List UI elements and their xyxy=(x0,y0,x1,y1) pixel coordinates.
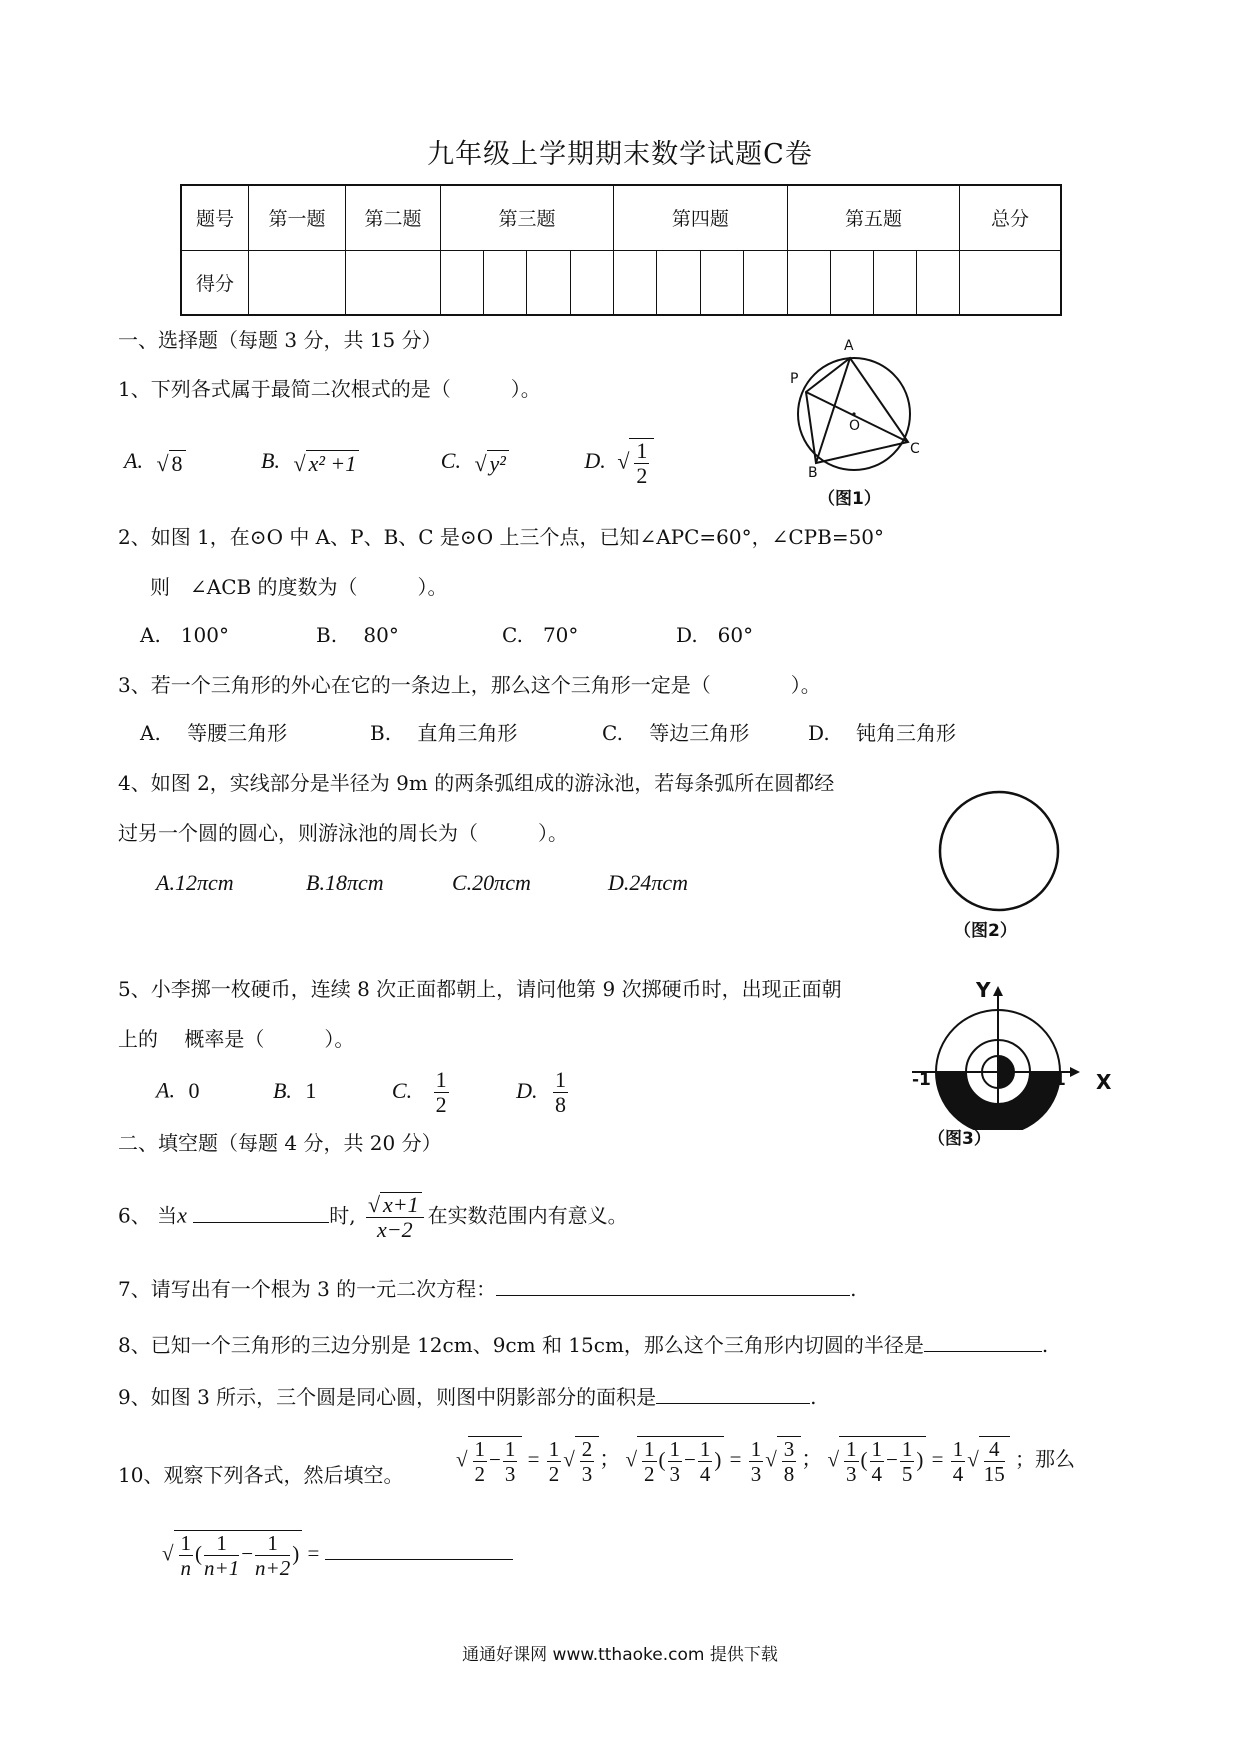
q3-option-c: C. 等边三角形 xyxy=(602,721,750,745)
q4-option-a: A.12πcm xyxy=(156,870,234,895)
q6-mid: 时, xyxy=(329,1203,356,1228)
q2-option-d: D. 60° xyxy=(676,623,754,647)
header-cell: 第五题 xyxy=(787,185,959,250)
q5-options xyxy=(156,1068,570,1117)
question-8 xyxy=(118,1332,1048,1358)
option-c-den: 2 xyxy=(435,1092,447,1117)
question-4-line2: 过另一个圆的圆心，则游泳池的周长为（ ）。 xyxy=(118,821,568,845)
option-c-label: C. xyxy=(391,1077,413,1103)
q9-end: . xyxy=(810,1385,817,1409)
q6-var: x xyxy=(177,1202,187,1228)
option-d-num: 1 xyxy=(554,1067,566,1092)
fig3-label-y: Y xyxy=(976,978,991,1002)
q4-option-c: C.20πcm xyxy=(452,870,531,895)
score-cell xyxy=(570,250,613,315)
option-a-label: A. xyxy=(124,448,143,474)
q8-answer-blank[interactable] xyxy=(924,1351,1042,1352)
q7-answer-blank[interactable] xyxy=(496,1295,850,1296)
header-cell: 第二题 xyxy=(346,185,441,250)
score-table xyxy=(180,184,1062,316)
figure-2 xyxy=(898,786,1098,916)
question-9 xyxy=(118,1384,817,1410)
option-a-value: 0 xyxy=(188,1077,200,1103)
page-footer: 通通好课网 www.tthaoke.com 提供下载 xyxy=(462,1645,778,1665)
header-cell: 第一题 xyxy=(249,185,346,250)
section-heading: 二、填空题（每题 4 分，共 20 分） xyxy=(118,1131,442,1155)
question-5-line2: 上的 概率是（ ）。 xyxy=(118,1027,355,1051)
score-cell xyxy=(657,250,700,315)
score-cell xyxy=(787,250,830,315)
score-cell xyxy=(873,250,916,315)
score-cell xyxy=(441,250,484,315)
q10-examples: √ $\frac{1}{2}$ − $\frac{1}{3}$ = $\frac{1}{2}$ √ $\frac{2}{3}$ ； √ $\frac{1}{2}$ ( $\frac{1}{3}$ − $\frac{1}{4}$ ) = $\frac{1}{3}$ √ $\frac{3}{8}$ ； √ $\frac{1}{3}$ ( $\frac{1}{4}$ − $\frac{1}{5}$ ) = $\frac{1}{4}$ √ $\frac{4}{15}$ ；那么 xyxy=(456,1436,1075,1486)
fig3-caption: （图3） xyxy=(928,1129,991,1149)
score-cell xyxy=(527,250,570,315)
q2-option-a: A. 100° xyxy=(140,623,229,647)
score-cell xyxy=(744,250,787,315)
figure-3 xyxy=(904,980,1114,1130)
option-a-radicand: 8 xyxy=(169,450,186,477)
header-cell: 总分 xyxy=(960,185,1062,250)
fig1-label-b: B xyxy=(808,465,818,481)
q10-tail: ；那么 xyxy=(1015,1446,1075,1471)
question-3: 3、若一个三角形的外心在它的一条边上，那么这个三角形一定是（ ）。 xyxy=(118,673,821,697)
question-1: 1、下列各式属于最简二次根式的是（ ）。 xyxy=(118,377,541,401)
header-cell: 题号 xyxy=(181,185,249,250)
q2-option-c: C. 70° xyxy=(502,623,579,647)
score-cell xyxy=(830,250,873,315)
q6-prefix: 6、 当 xyxy=(118,1203,178,1228)
option-c-label: C. xyxy=(440,448,461,474)
q4-option-b: B.18πcm xyxy=(306,870,384,895)
q8-text: 8、已知一个三角形的三边分别是 12cm、9cm 和 15cm，那么这个三角形内切圆的半径是 xyxy=(118,1333,924,1357)
fig3-label-neg1: -1 xyxy=(912,1070,931,1090)
fig3-label-x: X xyxy=(1096,1070,1112,1094)
q4-option-d: D.24πcm xyxy=(608,870,689,895)
q9-text: 9、如图 3 所示，三个圆是同心圆，则图中阴影部分的面积是 xyxy=(118,1385,657,1409)
q8-end: . xyxy=(1041,1333,1049,1357)
option-b-label: B. xyxy=(261,448,280,474)
header-cell: 第四题 xyxy=(613,185,787,250)
q10-question-expression: √ $\frac{1}{n}$ ( $\frac{1}{n+1}$ − $\frac{1}{n+2}$ ) = xyxy=(162,1530,513,1580)
fig1-caption: （图1） xyxy=(818,489,881,509)
score-cell xyxy=(346,250,441,315)
q3-option-d: D. 钝角三角形 xyxy=(808,721,957,745)
option-b-label: B. xyxy=(272,1077,292,1103)
fig1-label-c: C xyxy=(910,441,920,457)
q6-answer-blank[interactable] xyxy=(193,1222,329,1223)
option-c-num: 1 xyxy=(435,1067,447,1092)
question-4-line1: 4、如图 2，实线部分是半径为 9m 的两条弧组成的游泳池，若每条弧所在圆都经 xyxy=(118,771,835,795)
question-6: 6、 当x 时, $\frac{√ x+1}{x-2}$ 在实数范围内有意义。 xyxy=(118,1192,628,1242)
question-7 xyxy=(118,1276,857,1302)
q3-option-a: A. 等腰三角形 xyxy=(140,721,288,745)
question-2-line1: 2、如图 1，在⊙O 中 A、P、B、C 是⊙O 上三个点，已知∠APC=60°，∠CPB=50° xyxy=(118,525,885,549)
score-cell xyxy=(700,250,743,315)
option-d-den: 2 xyxy=(636,463,648,488)
q3-option-b: B. 直角三角形 xyxy=(370,721,518,745)
q1-options: A. √ 8 B. √ x² +1 C. √ y² D. √ $\frac{1}{2}$ xyxy=(124,438,654,488)
option-a-label: A. xyxy=(156,1077,175,1103)
page-title: 九年级上学期期末数学试题C卷 xyxy=(427,139,813,170)
question-2-line2: 则 ∠ACB 的度数为（ ）。 xyxy=(150,575,448,599)
option-d-den: 8 xyxy=(554,1092,566,1117)
option-d-num: 1 xyxy=(636,438,648,463)
fig1-label-a: A xyxy=(844,338,854,354)
q10-answer-blank[interactable] xyxy=(325,1559,513,1560)
score-cell xyxy=(960,250,1062,315)
header-cell: 第三题 xyxy=(441,185,614,250)
option-b-radicand: x² +1 xyxy=(306,450,360,477)
option-c-radicand: y² xyxy=(487,450,509,477)
question-10: 10、观察下列各式，然后填空。 xyxy=(118,1463,404,1487)
section-heading: 一、选择题（每题 3 分，共 15 分） xyxy=(118,328,442,352)
fig1-label-p: P xyxy=(790,371,799,387)
option-b-value: 1 xyxy=(305,1077,317,1103)
option-d-label: D. xyxy=(516,1077,538,1103)
q6-denominator: x−2 xyxy=(376,1217,413,1242)
q7-text: 7、请写出有一个根为 3 的一元二次方程： xyxy=(118,1277,497,1301)
score-cell xyxy=(249,250,346,315)
q6-suffix: 在实数范围内有意义。 xyxy=(427,1203,628,1228)
fig2-caption: （图2） xyxy=(954,921,1017,941)
q6-numerator: x+1 xyxy=(380,1192,422,1217)
row-label: 得分 xyxy=(181,250,249,315)
q7-end: . xyxy=(850,1277,857,1301)
score-cell xyxy=(484,250,527,315)
option-d-label: D. xyxy=(584,448,606,474)
score-cell xyxy=(613,250,656,315)
q9-answer-blank[interactable] xyxy=(656,1403,810,1404)
q2-option-b: B. 80° xyxy=(316,623,399,647)
question-5-line1: 5、小李掷一枚硬币，连续 8 次正面都朝上，请问他第 9 次掷硬币时，出现正面朝 xyxy=(118,977,842,1001)
fig1-label-o: O xyxy=(849,418,861,434)
fig3-label-1: 1 xyxy=(1054,1070,1066,1090)
score-cell xyxy=(916,250,959,315)
